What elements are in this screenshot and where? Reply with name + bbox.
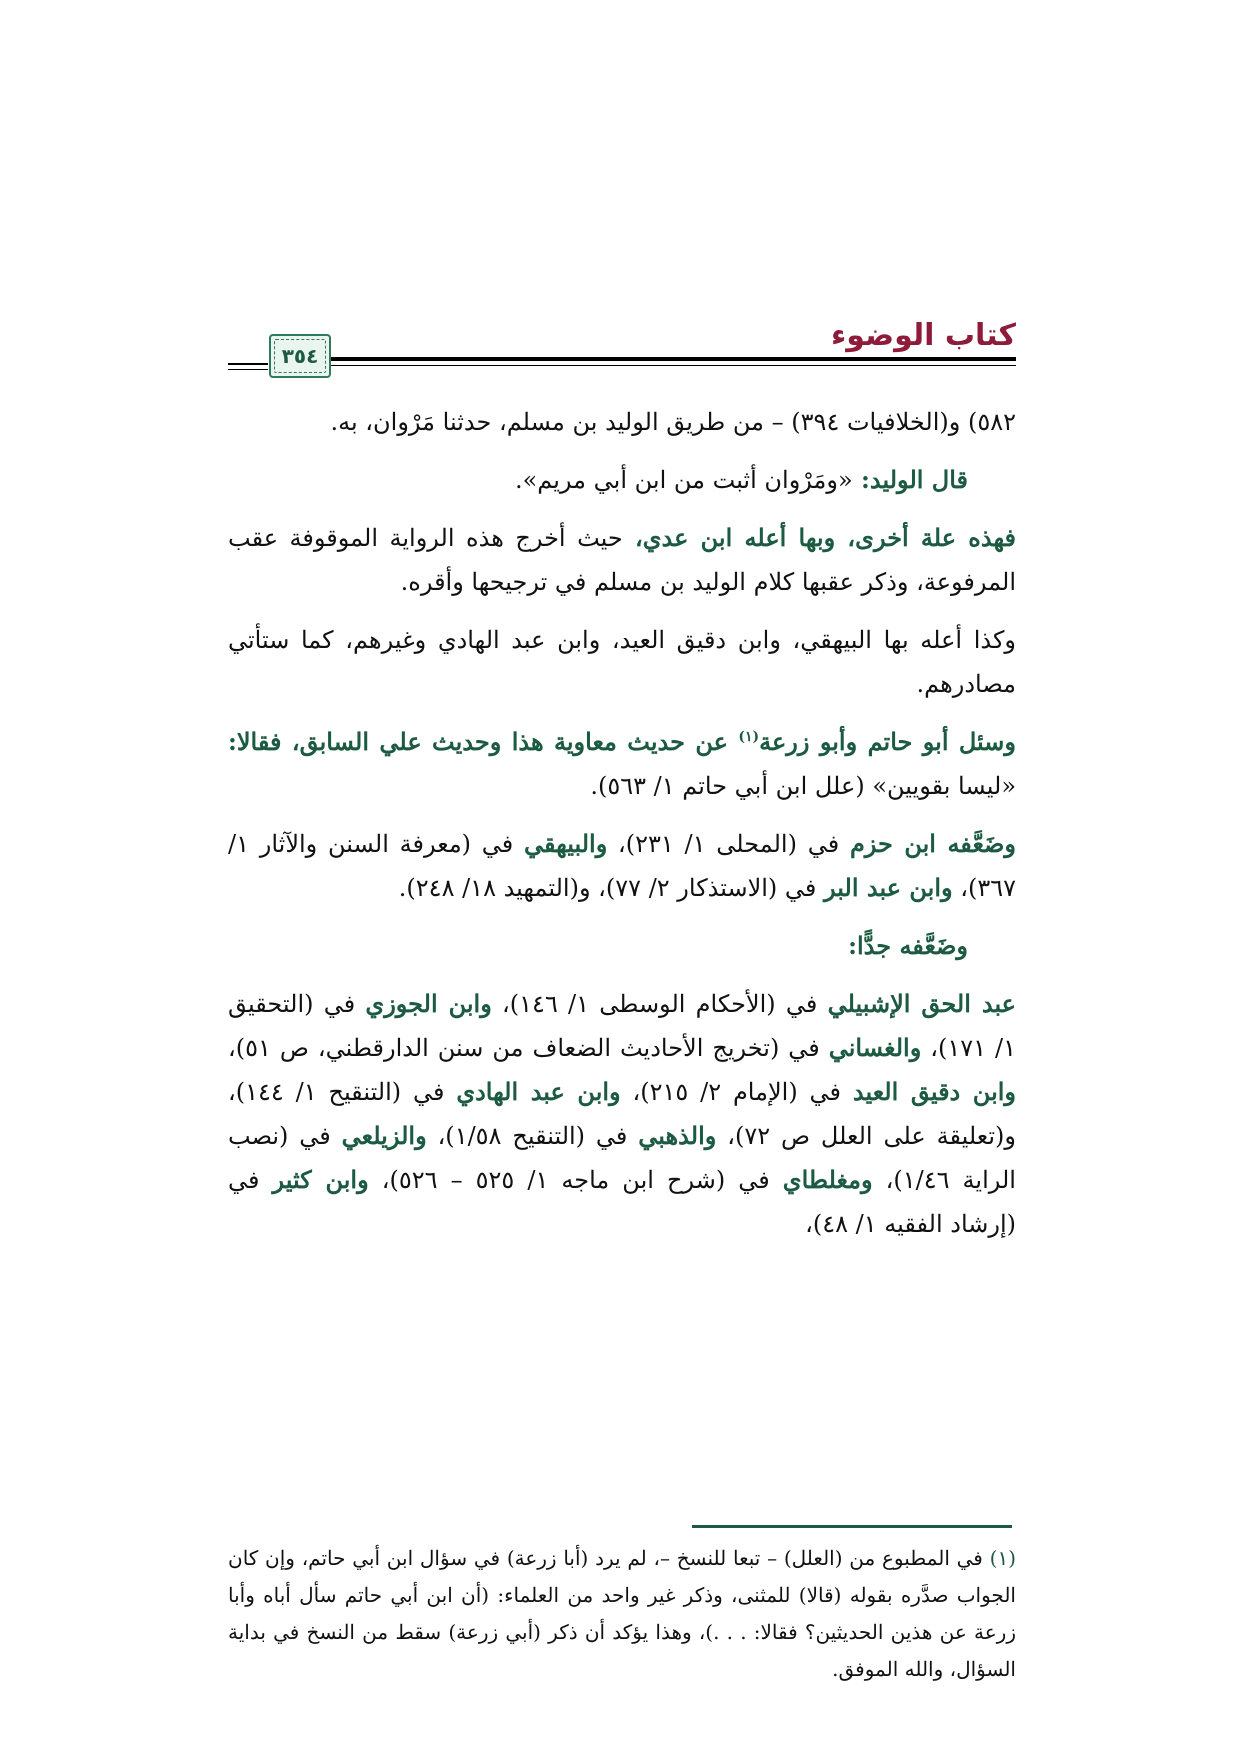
paragraph bbox=[228, 618, 1016, 706]
footnote bbox=[228, 1540, 1016, 1688]
highlighted-name: قال الوليد: bbox=[852, 465, 968, 494]
header-rule-thin bbox=[314, 365, 1016, 366]
highlighted-name: والغساني bbox=[828, 1033, 922, 1062]
highlighted-name: فهذه علة أخرى، وبها أعله ابن عدي، bbox=[622, 523, 1016, 552]
header-rule-thick bbox=[314, 357, 1016, 361]
highlighted-name: وسئل أبو حاتم وأبو زرعة bbox=[759, 727, 1016, 756]
footnotes bbox=[228, 1540, 1016, 1688]
highlighted-name: وابن كثير bbox=[272, 1165, 369, 1194]
highlighted-name: عن حديث معاوية هذا وحديث علي السابق، فقالا: bbox=[228, 727, 739, 756]
header-rule-left bbox=[228, 363, 268, 365]
text-run: في (التحقيق ١/ ١٧١)، bbox=[228, 990, 1016, 1062]
paragraph bbox=[228, 720, 1016, 808]
page-number: ٣٥٤ bbox=[281, 344, 319, 368]
text-run: حيث أخرج هذه الرواية الموقوفة عقب المرفوعة، وذكر عقبها كلام الوليد بن مسلم في ترجيحها وأقره. bbox=[228, 524, 1016, 596]
highlighted-name: وابن دقيق العيد bbox=[852, 1077, 1017, 1106]
highlighted-name: والذهبي bbox=[638, 1121, 717, 1150]
highlighted-name: وضَعَّفه جدًّا: bbox=[848, 931, 968, 960]
paragraph bbox=[228, 822, 1016, 910]
paragraph bbox=[228, 924, 1016, 968]
page-header bbox=[228, 312, 1016, 388]
highlighted-name: والزيلعي bbox=[341, 1121, 427, 1150]
text-run: في (الاستذكار ٢/ ٧٧)، و(التمهيد ١٨/ ٢٤٨). bbox=[398, 874, 825, 902]
text-run: في (شرح ابن ماجه ١/ ٥٢٥ – ٥٢٦)، bbox=[368, 1166, 783, 1194]
paragraph bbox=[228, 982, 1016, 1246]
highlighted-name: وابن الجوزي bbox=[365, 989, 492, 1018]
highlighted-name: وضَعَّفه ابن حزم bbox=[849, 829, 1016, 858]
highlighted-name: وابن عبد الهادي bbox=[456, 1077, 621, 1106]
text-run: في (الإمام ٢/ ٢١٥)، bbox=[620, 1078, 853, 1106]
highlighted-name: عبد الحق الإشبيلي bbox=[827, 989, 1017, 1018]
page-number-badge bbox=[269, 334, 331, 378]
text-run: «ومَرْوان أثبت من ابن أبي مريم». bbox=[514, 466, 853, 494]
footnote-number: (١) bbox=[989, 1546, 1016, 1570]
text-run: في (التنقيح ١/ ١٤٤)، و(تعليقة على العلل ص ٧٢)، bbox=[228, 1078, 1017, 1150]
footnote-separator bbox=[692, 1525, 1012, 1528]
text-run: في (تخريج الأحاديث الضعاف من سنن الدارقطني، ص ٥١)، bbox=[228, 1034, 829, 1062]
footnote-ref: (١) bbox=[738, 729, 760, 745]
paragraph bbox=[228, 458, 1016, 502]
text-run: في (الأحكام الوسطى ١/ ١٤٦)، bbox=[491, 990, 828, 1018]
highlighted-name: ومغلطاي bbox=[782, 1165, 873, 1194]
highlighted-name: والبيهقي bbox=[524, 829, 608, 858]
highlighted-name: وابن عبد البر bbox=[824, 873, 953, 902]
text-run: «ليسا بقويين» (علل ابن أبي حاتم ١/ ٥٦٣). bbox=[590, 772, 1016, 800]
paragraph bbox=[228, 516, 1016, 604]
paragraph bbox=[228, 400, 1016, 444]
text-run: في (المحلى ١/ ٢٣١)، bbox=[607, 830, 850, 858]
text-run: ٥٨٢) و(الخلافيات ٣٩٤) – من طريق الوليد بن مسلم، حدثنا مَرْوان، به. bbox=[330, 408, 1016, 436]
text-run: في (التنقيح ١/٥٨)، bbox=[426, 1122, 639, 1150]
main-text bbox=[228, 400, 1016, 1260]
header-rule-left-thin bbox=[228, 369, 268, 370]
text-run: في (إرشاد الفقيه ١/ ٤٨)، bbox=[228, 1166, 1016, 1238]
text-run: وكذا أعله بها البيهقي، وابن دقيق العيد، وابن عبد الهادي وغيرهم، كما ستأتي مصادرهم. bbox=[228, 626, 1016, 698]
text-run: في (معرفة السنن والآثار ١/ ٣٦٧)، bbox=[228, 830, 1016, 902]
footnote-text: في المطبوع من (العلل) – تبعا للنسخ –، لم يرد (أبا زرعة) في سؤال ابن أبي حاتم، وإن كان الجواب صدَّره بقوله (قالا) للمثنى، وذكر غير واحد من العلماء: (أن ابن أبي حاتم سأل أباه وأبا زرعة عن هذين الحديثين؟ فقالا: . . .)، وهذا يؤكد أن ذكر (أبي زرعة) سقط من النسخ في بداية السؤال، والله الموفق. bbox=[228, 1546, 1016, 1681]
book-title: كتاب الوضوء bbox=[830, 318, 1016, 353]
text-run: في (نصب الراية ١/٤٦)، bbox=[228, 1122, 1016, 1194]
